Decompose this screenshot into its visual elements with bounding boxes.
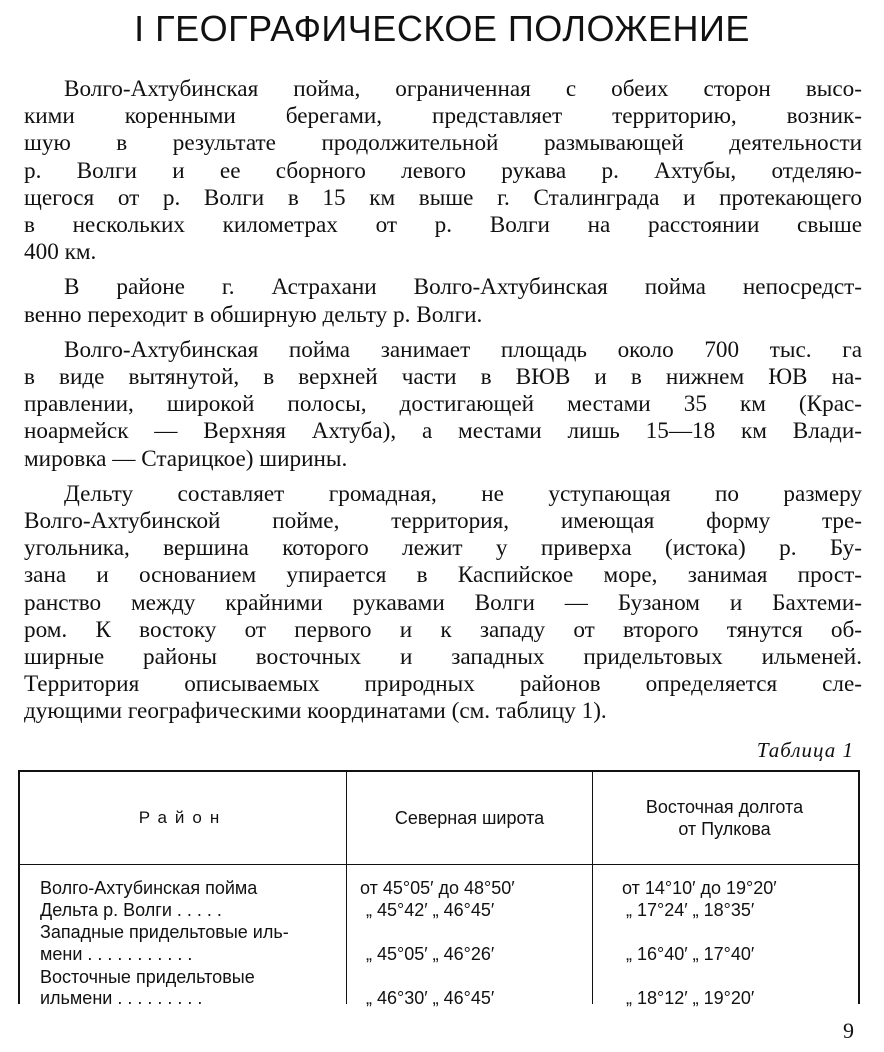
paragraph-1 [24,76,862,266]
text-line: Волго-Ахтубинская пойма занимает площадь около 700 тыс. га [64,336,862,363]
table-cell-lon: от 14°10′ до 19°20′ [622,878,777,898]
text-line: зана и основанием упирается в Каспийское море, занимая прост- [24,562,862,589]
text-line: угольника, вершина которого лежит у приверха (истока) р. Бу- [24,535,862,562]
text-line: р. Волги и ее сборного левого рукава р. Ахтубы, отделяю- [24,157,862,184]
table-cell-lon: „ 16°40′ „ 17°40′ [626,944,755,964]
text-line: Волго-Ахтубинская пойма, ограниченная с обеих сторон высо- [64,76,862,102]
text-line: ранство между крайними рукавами Волги — Бузаном и Бахтеми- [24,589,862,616]
text-line: щегося от р. Волги в 15 км выше г. Сталинграда и протекающего [24,184,862,211]
text-line: правлении, широкой полосы, достигающей местами 35 км (Крас- [24,391,862,418]
page-number: 9 [843,1018,854,1043]
coordinates-table [18,770,860,1008]
header-divider [20,864,858,865]
text-line: кими коренными берегами, представляет территорию, возник- [24,103,862,130]
page-title: I ГЕОГРАФИЧЕСКОЕ ПОЛОЖЕНИЕ [134,8,750,49]
table-caption: Таблица 1 [756,738,854,762]
text-line: Территория описываемых природных районов определяется сле- [24,671,862,698]
table-cell-region: Волго-Ахтубинская пойма [40,878,258,898]
table-cell-lat: „ 46°30′ „ 46°45′ [366,988,495,1008]
table-cell-region: Восточные придельтовые [40,967,255,987]
table-cell-lat: „ 45°42′ „ 46°45′ [366,900,495,920]
table-cell-region: Дельта р. Волги . . . . . [40,900,222,920]
header-region: Район [138,808,228,827]
text-line: венно переходит в обширную дельту р. Волги. [24,301,483,328]
table-cell-lon: „ 18°12′ „ 19°20′ [626,988,755,1008]
text-line: шую в результате продолжительной размывающей деятельности [24,130,862,157]
text-line: Дельту составляет громадная, не уступающая по размеру [64,480,862,507]
table-cell-lon: „ 17°24′ „ 18°35′ [626,900,755,920]
paragraph-2 [24,274,862,328]
text-line: ром. К востоку от первого и к западу от второго тянутся об- [24,616,862,643]
text-line: 400 км. [24,239,97,266]
paragraph-4 [24,481,862,726]
text-line: ноармейск — Верхняя Ахтуба), а местами лишь 15—18 км Влади- [24,418,862,445]
text-line: мировка — Старицкое) ширины. [24,445,348,472]
text-line: В районе г. Астрахани Волго-Ахтубинская пойма непосредст- [64,274,862,301]
text-line: в нескольких километрах от р. Волги на расстоянии свыше [24,212,862,239]
table-cell-lat: от 45°05′ до 48°50′ [360,878,515,898]
text-line: Волго-Ахтубинской пойме, территория, имеющая форму тре- [24,508,862,535]
header-latitude: Северная широта [394,808,545,828]
body-text [24,76,862,734]
table-cell-region: Западные придельтовые иль- [40,922,289,942]
table-cell-lat: „ 45°05′ „ 46°26′ [366,944,495,964]
text-line: дующими географическими координатами (см. таблицу 1). [24,698,607,725]
paragraph-3 [24,337,862,473]
text-line: в виде вытянутой, в верхней части в ВЮВ и в нижнем ЮВ на- [24,364,862,391]
table-cell-region: мени . . . . . . . . . . . [40,944,193,964]
header-longitude: Восточная долгота от Пулкова [645,797,804,839]
text-line: ширные районы восточных и западных придельтовых ильменей. [24,644,862,671]
table-cell-region: ильмени . . . . . . . . . [40,988,203,1008]
